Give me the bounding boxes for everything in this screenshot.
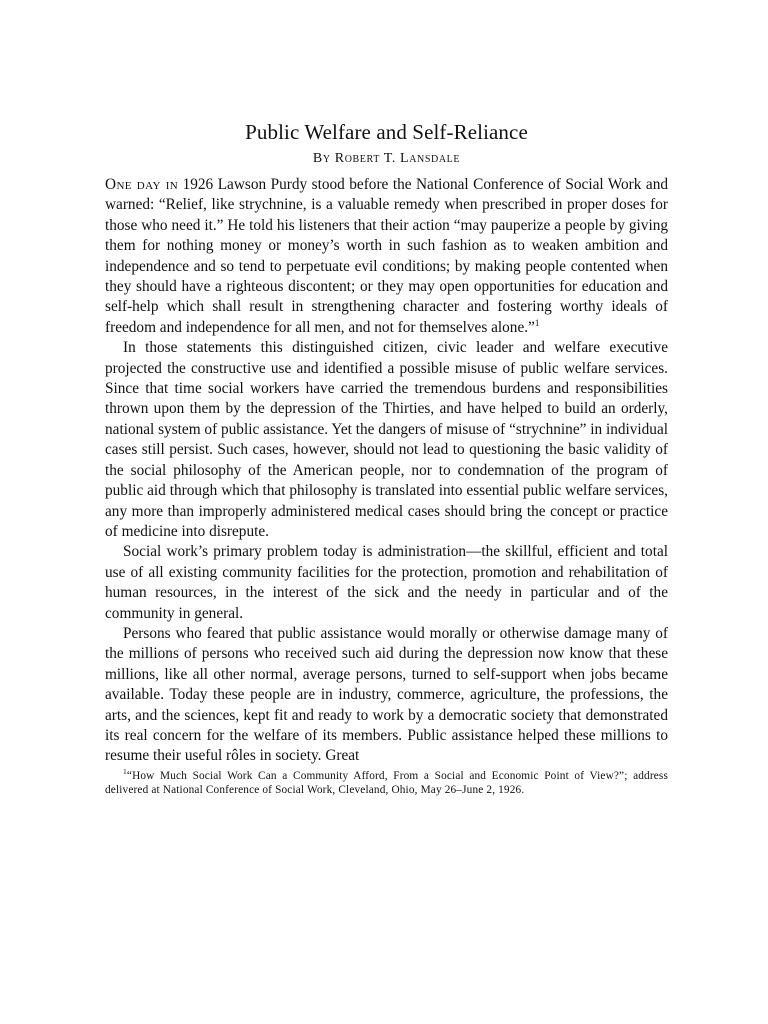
footnote (105, 769, 668, 798)
body-paragraph-1 (105, 175, 668, 338)
footnote-paragraph (105, 769, 668, 798)
page (105, 118, 668, 798)
paragraph-text: 1926 Lawson Purdy stood before the National Conference of Social Work and warned: “Relief, like strychnine, is a valuable remedy when prescribed in proper doses for those who need it.” He told his listeners that their action “may pauperize a people by giving them for nothing money or money’s worth in such fashion as to weaken ambition and independence and so tend to perpetuate evil conditions; by making people contented when they should have a righteous discontent; or they may open opportunities for education and self-help which shall result in strengthening character and fostering worthy ideals of freedom and independence for all men, and not for themselves alone.” (105, 176, 668, 336)
body-paragraph-3: Social work’s primary problem today is administration—the skillful, efficient and total use of all existing community facilities for the protection, promotion and rehabilitation of human resources, in the interest of the sick and the needy in particular and of the community in general. (105, 543, 668, 622)
footnote-mark: 1 (123, 767, 127, 777)
article-title: Public Welfare and Self-Reliance (245, 120, 528, 144)
body-paragraph-2: In those statements this distinguished citizen, civic leader and welfare executive projected the constructive use and identified a possible misuse of public welfare services. Since that time social workers have carried the tremendous burdens and responsibilities thrown upon them by the depression of the Thirties, and have helped to build an orderly, national system of public assistance. Yet the dangers of misuse of “strychnine” in individual cases still persist. Such cases, however, should not lead to questioning the basic validity of the social philosophy of the American people, nor to condemnation of the program of public aid through which that philosophy is translated into essential public welfare services, any more than improperly administered medical cases should bring the concept or practice of medicine into disrepute. (105, 339, 668, 540)
article-byline: By Robert T. Lansdale (312, 151, 461, 166)
body-paragraph-4: Persons who feared that public assistance would morally or otherwise damage many of the millions of persons who received such aid during the depression now know that these millions, like all other normal, average persons, turned to self-support when jobs became available. Today these people are in industry, commerce, agriculture, the professions, the arts, and the sciences, kept fit and ready to work by a democratic society that demonstrated its real concern for the welfare of its members. Public assistance helped these millions to resume their useful rôles in society. Great (105, 624, 668, 765)
footnote-text: “How Much Social Work Can a Community Afford, From a Social and Economic Point of View?”; address delivered at National Conference of Social Work, Cleveland, Ohio, May 26–June 2, 1926. (105, 769, 668, 797)
article-body (105, 175, 668, 767)
footnote-reference: 1 (534, 317, 540, 328)
lead-in: One day in (105, 176, 179, 193)
